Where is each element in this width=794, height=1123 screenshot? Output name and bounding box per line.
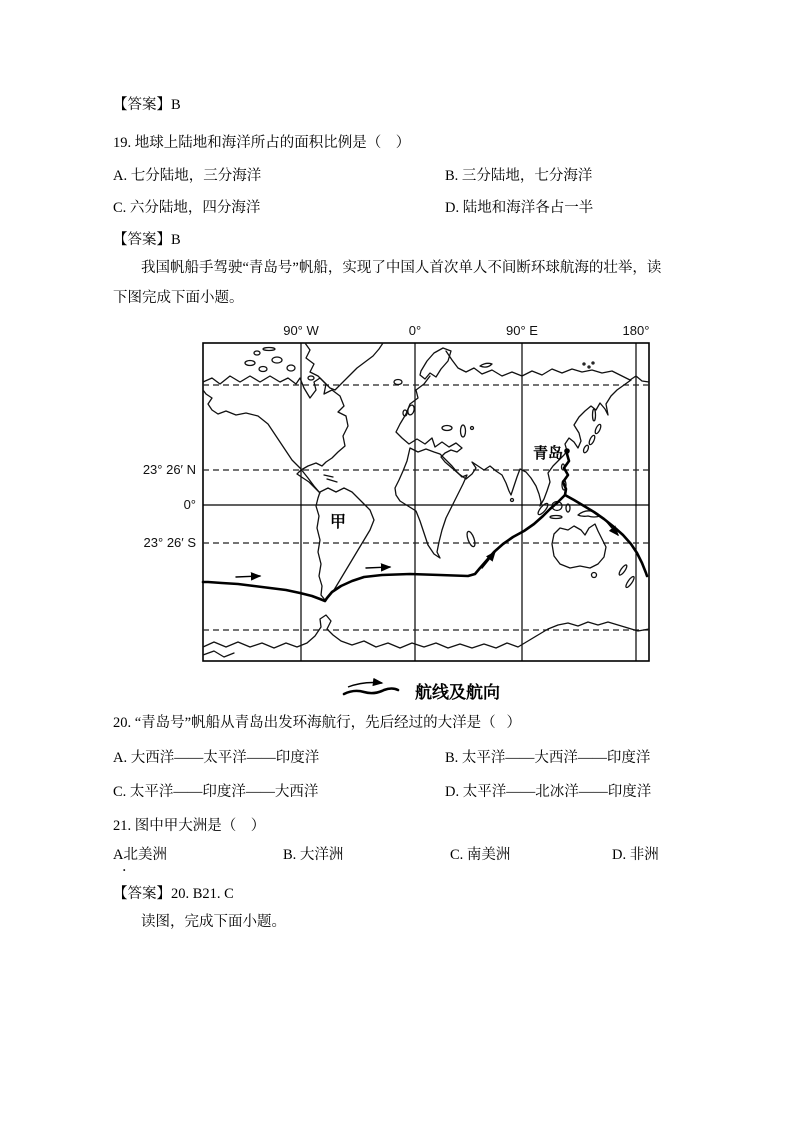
legend-label: 航线及航向 bbox=[415, 683, 500, 702]
answer-line-19: 【答案】B bbox=[113, 232, 181, 248]
label-tropic-cancer: 23° 26′ N bbox=[142, 462, 196, 477]
q20-option-d: D. 太平洋——北冰洋——印度洋 bbox=[445, 784, 652, 800]
label-90e: 90° E bbox=[506, 323, 538, 338]
continent-outlines bbox=[203, 343, 649, 657]
route-direction-arrows bbox=[236, 521, 618, 577]
qingdao-label: 青岛 bbox=[532, 445, 563, 462]
q20-option-c: C. 太平洋——印度洋——大西洋 bbox=[113, 784, 319, 800]
q19-option-b: B. 三分陆地，七分海洋 bbox=[445, 168, 593, 184]
latitude-dashed-lines bbox=[203, 385, 649, 630]
question-21-stem: 21. 图中甲大洲是（ ） bbox=[113, 818, 266, 834]
q21-option-c: C. 南美洲 bbox=[450, 847, 511, 863]
q20-option-b: B. 太平洋——大西洋——印度洋 bbox=[445, 750, 651, 766]
world-map-figure bbox=[100, 318, 700, 710]
legend-route-line bbox=[344, 689, 398, 695]
qingdao-dot bbox=[564, 448, 570, 454]
antarctica-outline bbox=[203, 615, 649, 648]
africa-outline bbox=[395, 448, 467, 558]
eurasia-north-coast bbox=[446, 351, 649, 382]
map-border bbox=[203, 343, 649, 661]
route-return-leg bbox=[203, 495, 565, 601]
answer-line-20-21: 【答案】20. B21. C bbox=[113, 886, 234, 902]
q20-option-a: A. 大西洋——太平洋——印度洋 bbox=[113, 750, 320, 766]
next-passage-line: 读图，完成下面小题。 bbox=[141, 914, 286, 930]
label-180: 180° bbox=[622, 323, 650, 338]
q19-option-c: C. 六分陆地，四分海洋 bbox=[113, 200, 261, 216]
q19-option-d: D. 陆地和海洋各占一半 bbox=[445, 200, 594, 216]
legend-arrow bbox=[348, 683, 382, 688]
passage-line-2: 下图完成下面小题。 bbox=[113, 290, 244, 306]
passage-line-1: 我国帆船手驾驶“青岛号”帆船，实现了中国人首次单人不间断环球航海的壮举，读 bbox=[141, 260, 662, 276]
meridian-lines bbox=[301, 343, 636, 661]
q21-option-a: A北美洲 bbox=[113, 847, 167, 863]
eurasia-south-coast bbox=[396, 376, 631, 506]
continent-jia-label: 甲 bbox=[329, 514, 347, 531]
australia-outline bbox=[552, 524, 606, 568]
label-equator: 0° bbox=[183, 497, 196, 512]
label-tropic-capricorn: 23° 26′ S bbox=[143, 535, 196, 550]
question-20-stem: 20. “青岛号”帆船从青岛出发环海航行，先后经过的大洋是（ ） bbox=[113, 715, 521, 731]
q19-option-a: A. 七分陆地，三分海洋 bbox=[113, 168, 262, 184]
greenland-outline bbox=[305, 343, 383, 390]
q21-option-a-period: ． bbox=[122, 859, 137, 875]
legend bbox=[344, 682, 500, 702]
world-map-svg bbox=[100, 318, 700, 710]
answer-line-18: 【答案】B bbox=[113, 97, 181, 113]
sailing-route bbox=[203, 454, 647, 601]
label-90w: 90° W bbox=[283, 323, 319, 338]
route-qingdao-to-pacific bbox=[563, 454, 647, 576]
q21-option-b: B. 大洋洲 bbox=[283, 847, 344, 863]
label-0-meridian: 0° bbox=[408, 323, 422, 338]
q21-option-d: D. 非洲 bbox=[612, 847, 659, 863]
question-19-stem: 19. 地球上陆地和海洋所占的面积比例是（ ） bbox=[113, 135, 411, 151]
